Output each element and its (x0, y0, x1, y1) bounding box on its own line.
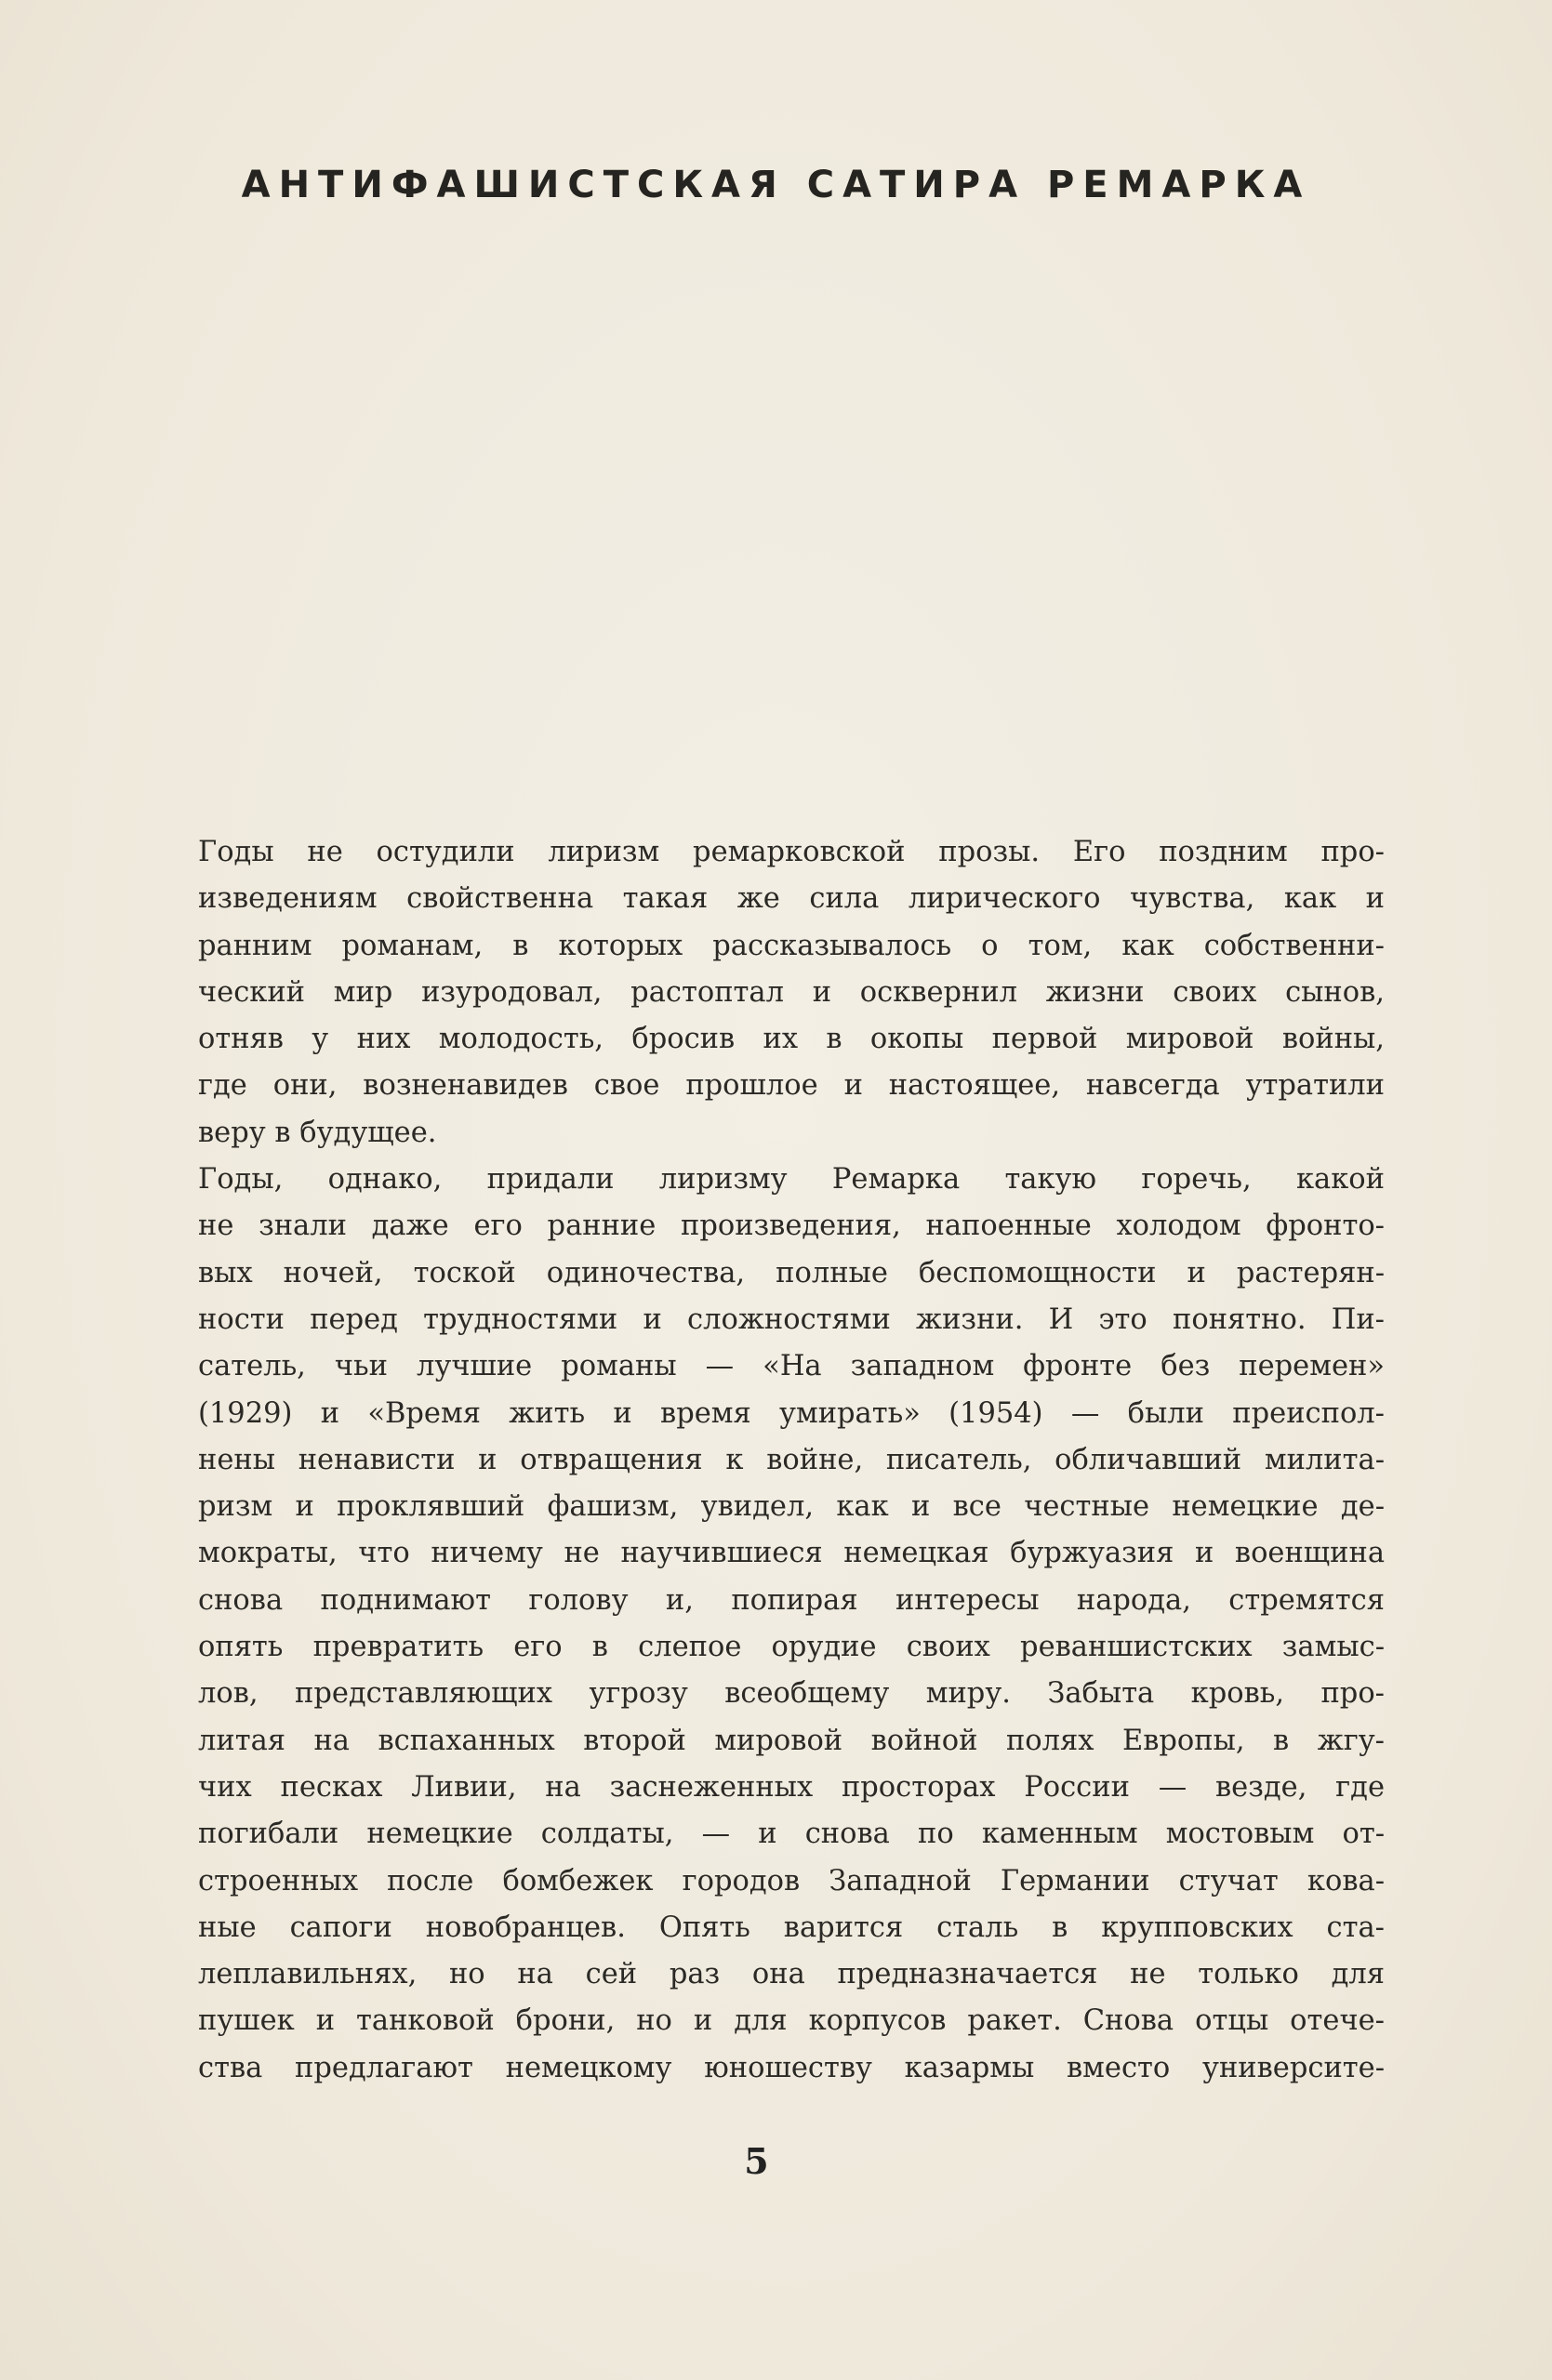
text-line: ности перед трудностями и сложностями жизни. И это понятно. Пи- (198, 1302, 1385, 1336)
text-line: литая на вспаханных второй мировой войной полях Европы, в жгу- (198, 1724, 1385, 1757)
text-line: леплавильнях, но на сей раз она предназначается не только для (198, 1958, 1385, 1991)
page-number: 5 (744, 2140, 769, 2182)
text-line: отняв у них молодость, бросив их в окопы первой мировой войны, (198, 1023, 1385, 1056)
text-line: опять превратить его в слепое орудие своих реваншистских замыс- (198, 1631, 1385, 1664)
text-line: погибали немецкие солдаты, — и снова по каменным мостовым от- (198, 1818, 1385, 1851)
text-line: где они, возненавидев свое прошлое и настоящее, навсегда утратили (198, 1069, 1385, 1103)
text-line: лов, представляющих угрозу всеобщему миру. Забыта кровь, про- (198, 1677, 1385, 1711)
text-line: ные сапоги новобранцев. Опять варится сталь в крупповских ста- (198, 1911, 1385, 1944)
text-line: Годы, однако, придали лиризму Ремарка такую горечь, какой (198, 1163, 1385, 1197)
body-text (198, 829, 1385, 2092)
text-line: ризм и проклявший фашизм, увидел, как и все честные немецкие де- (198, 1490, 1385, 1524)
text-line: сатель, чьи лучшие романы — «На западном фронте без перемен» (198, 1350, 1385, 1383)
text-line: чих песках Ливии, на заснеженных просторах России — везде, где (198, 1770, 1385, 1804)
text-line: изведениям свойственна такая же сила лирического чувства, как и (198, 882, 1385, 916)
text-line: ческий мир изуродовал, растоптал и осквернил жизни своих сынов, (198, 975, 1385, 1009)
text-line: мократы, что ничему не научившиеся немецкая буржуазия и военщина (198, 1537, 1385, 1570)
chapter-heading: АНТИФАШИСТСКАЯ САТИРА РЕМАРКА (241, 164, 1311, 206)
text-line: нены ненависти и отвращения к войне, писатель, обличавший милита- (198, 1443, 1385, 1476)
text-line: веру в будущее. (198, 1116, 437, 1149)
text-line: снова поднимают голову и, попирая интересы народа, стремятся (198, 1583, 1385, 1617)
text-line: не знали даже его ранние произведения, напоенные холодом фронто- (198, 1210, 1385, 1243)
text-line: ства предлагают немецкому юношеству казармы вместо университе- (198, 2051, 1385, 2084)
text-line: вых ночей, тоской одиночества, полные беспомощности и растерян- (198, 1256, 1385, 1289)
text-line: (1929) и «Время жить и время умирать» (1954) — были преиспол- (198, 1396, 1385, 1430)
text-line: Годы не остудили лиризм ремарковской прозы. Его поздним про- (198, 836, 1385, 868)
text-line: строенных после бомбежек городов Западной Германии стучат кова- (198, 1864, 1385, 1897)
text-line: пушек и танковой брони, но и для корпусов ракет. Снова отцы отече- (198, 2004, 1385, 2038)
text-line: ранним романам, в которых рассказывалось о том, как собственни- (198, 929, 1385, 962)
